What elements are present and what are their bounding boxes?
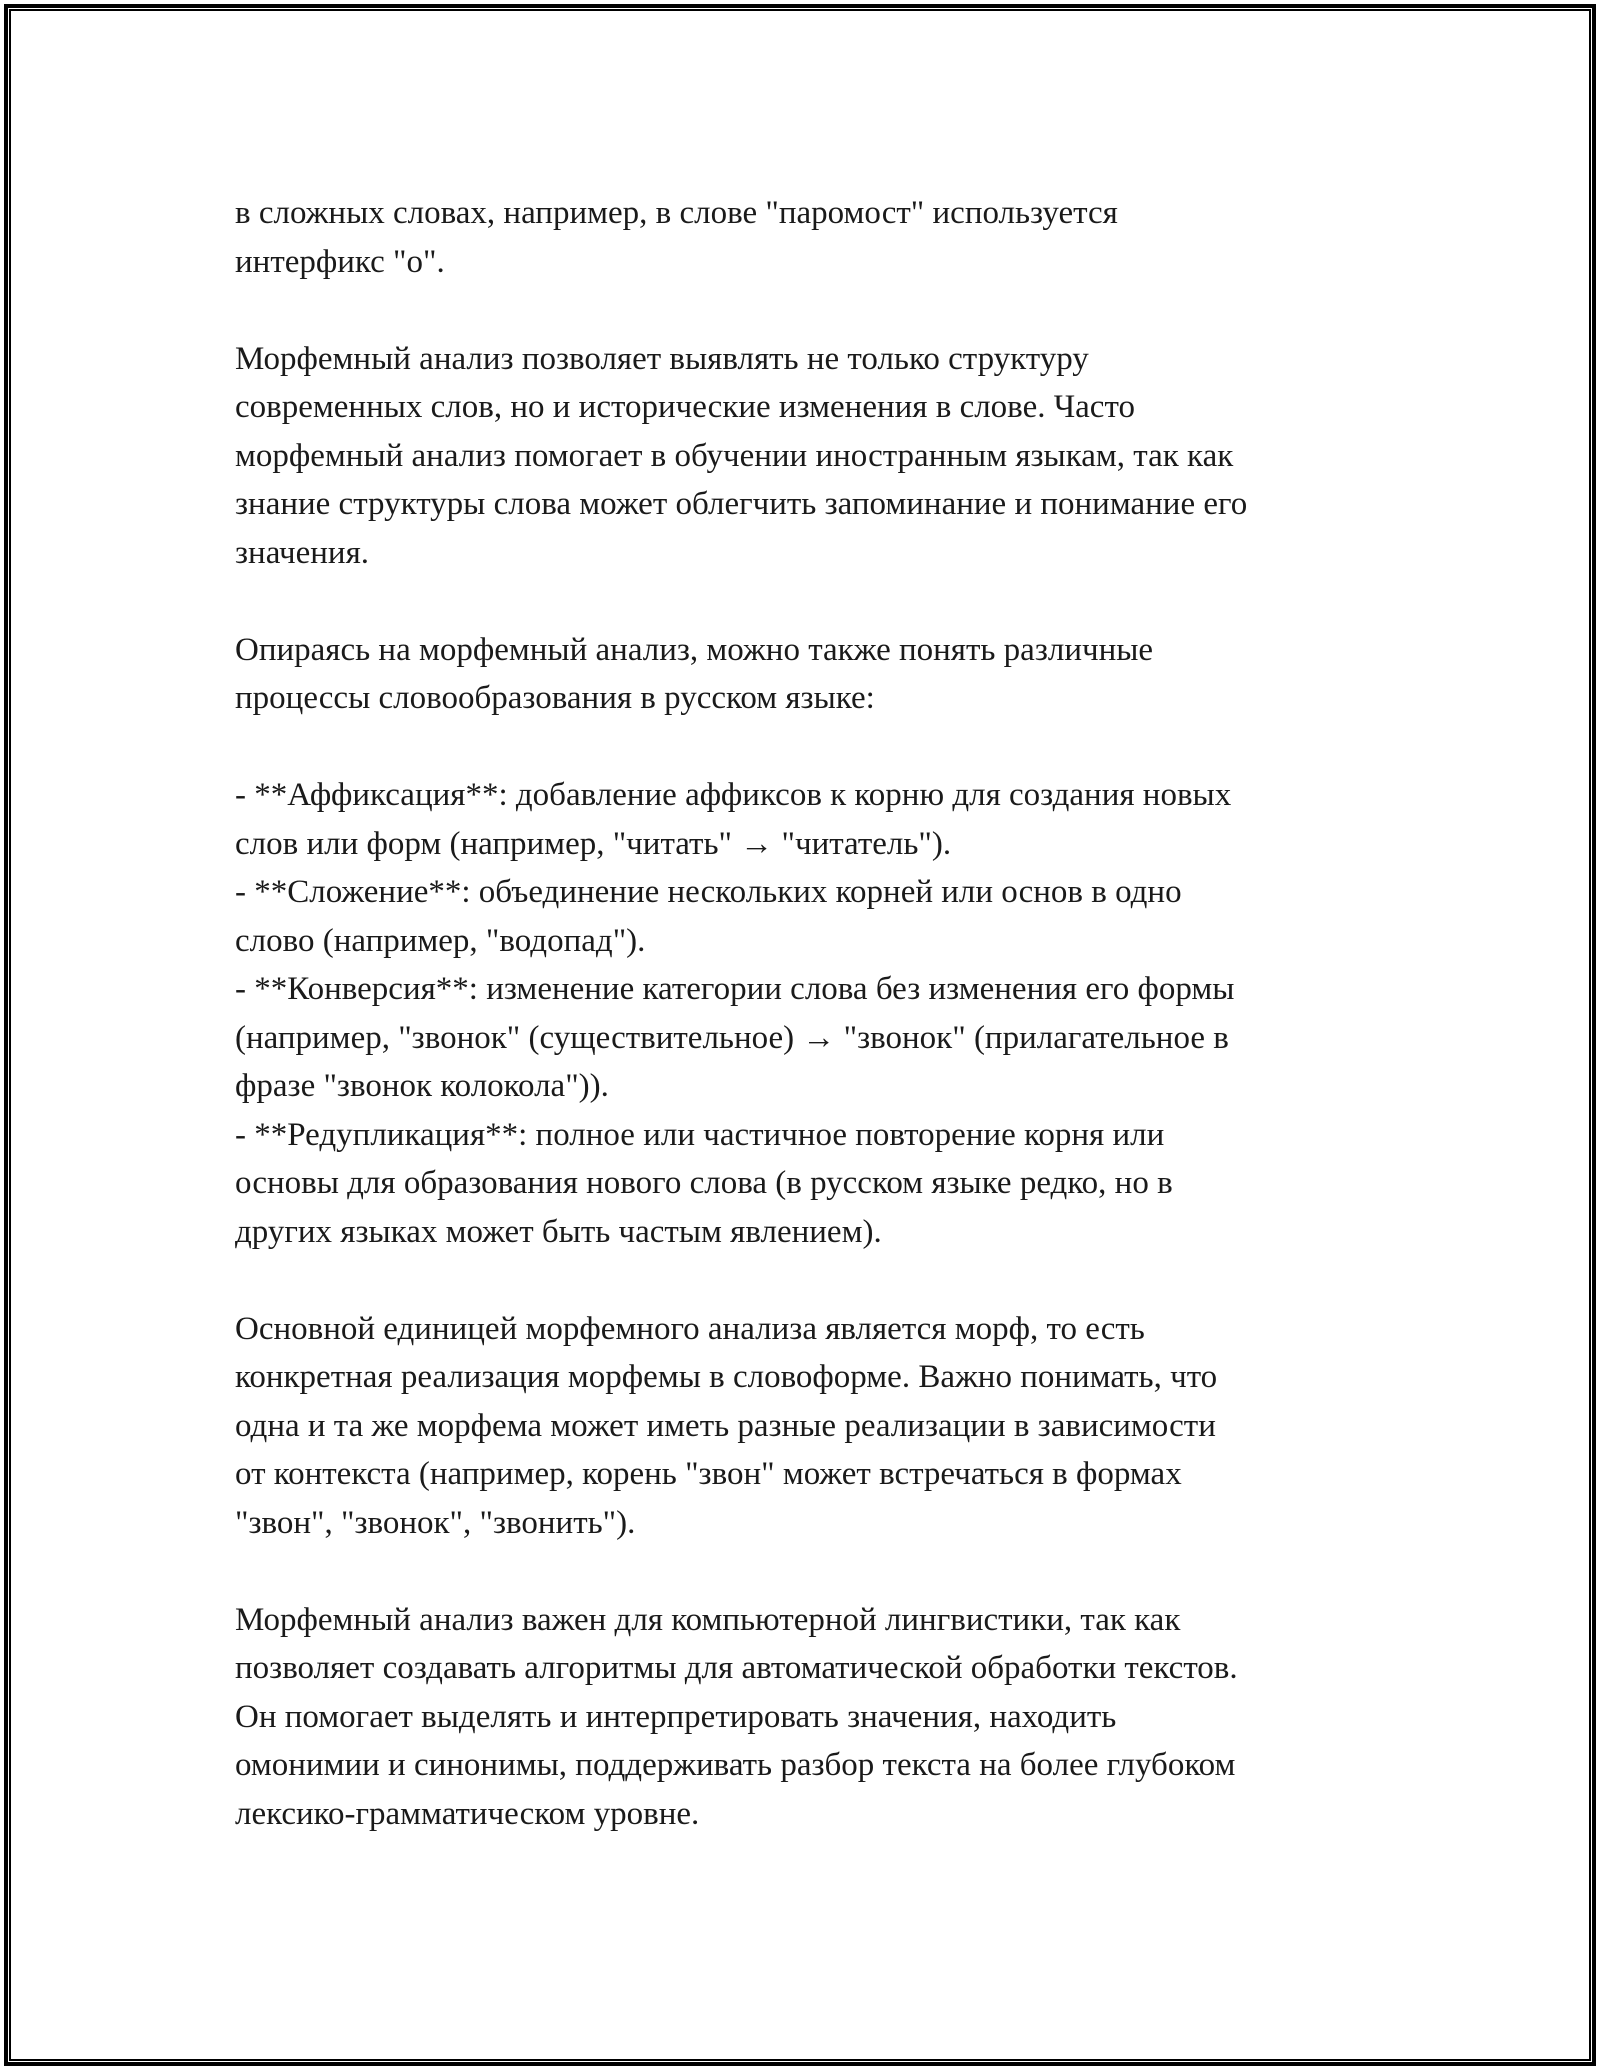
text-line: слов или форм (например, "читать" → "читатель").	[235, 825, 952, 862]
paragraph-morph-unit	[235, 1305, 1395, 1548]
text-line: от контекста (например, корень "звон" может встречаться в формах	[235, 1456, 1182, 1492]
text-line: позволяет создавать алгоритмы для автоматической обработки текстов.	[235, 1650, 1238, 1686]
text-line: процессы словообразования в русском языке:	[235, 680, 875, 716]
text-line: Опираясь на морфемный анализ, можно также понять различные	[235, 631, 1154, 668]
paragraph-computational-linguistics	[235, 1596, 1395, 1839]
text-line: морфемный анализ помогает в обучении иностранным языкам, так как	[235, 437, 1234, 474]
text-line: значения.	[235, 534, 370, 571]
text-line: Морфемный анализ важен для компьютерной лингвистики, так как	[235, 1601, 1181, 1638]
text-line: интерфикс "о".	[235, 243, 445, 280]
text-line: знание структуры слова может облегчить запоминание и понимание его	[235, 486, 1248, 522]
text-line: современных слов, но и исторические изменения в слове. Часто	[235, 389, 1135, 425]
list-item-reduplication: - **Редупликация**: полное или частичное повторение корня или	[235, 1116, 1165, 1153]
text-line: других языках может быть частым явлением).	[235, 1213, 882, 1250]
text-line: конкретная реализация морфемы в словоформе. Важно понимать, что	[235, 1359, 1218, 1395]
text-line: (например, "звонок" (существительное) → "звонок" (прилагательное в	[235, 1019, 1229, 1056]
list-item-affixation: - **Аффиксация**: добавление аффиксов к корню для создания новых	[235, 777, 1232, 813]
paragraph-interfix	[235, 189, 1395, 286]
word-formation-list	[235, 771, 1395, 1256]
text-line: слово (например, "водопад").	[235, 922, 646, 959]
text-line: Он помогает выделять и интерпретировать значения, находить	[235, 1698, 1117, 1735]
list-item-compounding: - **Сложение**: объединение нескольких корней или основ в одно	[235, 874, 1182, 910]
list-item-conversion: - **Конверсия**: изменение категории слова без изменения его формы	[235, 971, 1235, 1007]
paragraph-word-formation-intro	[235, 626, 1395, 723]
text-line: Морфемный анализ позволяет выявлять не только структуру	[235, 340, 1089, 377]
document-body	[235, 189, 1395, 1887]
paragraph-morphemic-analysis	[235, 335, 1395, 578]
text-line: одна и та же морфема может иметь разные реализации в зависимости	[235, 1407, 1216, 1444]
text-line: лексико-грамматическом уровне.	[235, 1795, 700, 1832]
text-line: в сложных словах, например, в слове "паромост" используется	[235, 195, 1118, 231]
text-line: омонимии и синонимы, поддерживать разбор текста на более глубоком	[235, 1747, 1236, 1783]
text-line: "звон", "звонок", "звонить").	[235, 1504, 636, 1541]
text-line: основы для образования нового слова (в русском языке редко, но в	[235, 1165, 1173, 1201]
text-line: фразе "звонок колокола")).	[235, 1068, 609, 1104]
text-line: Основной единицей морфемного анализа является морф, то есть	[235, 1310, 1145, 1347]
